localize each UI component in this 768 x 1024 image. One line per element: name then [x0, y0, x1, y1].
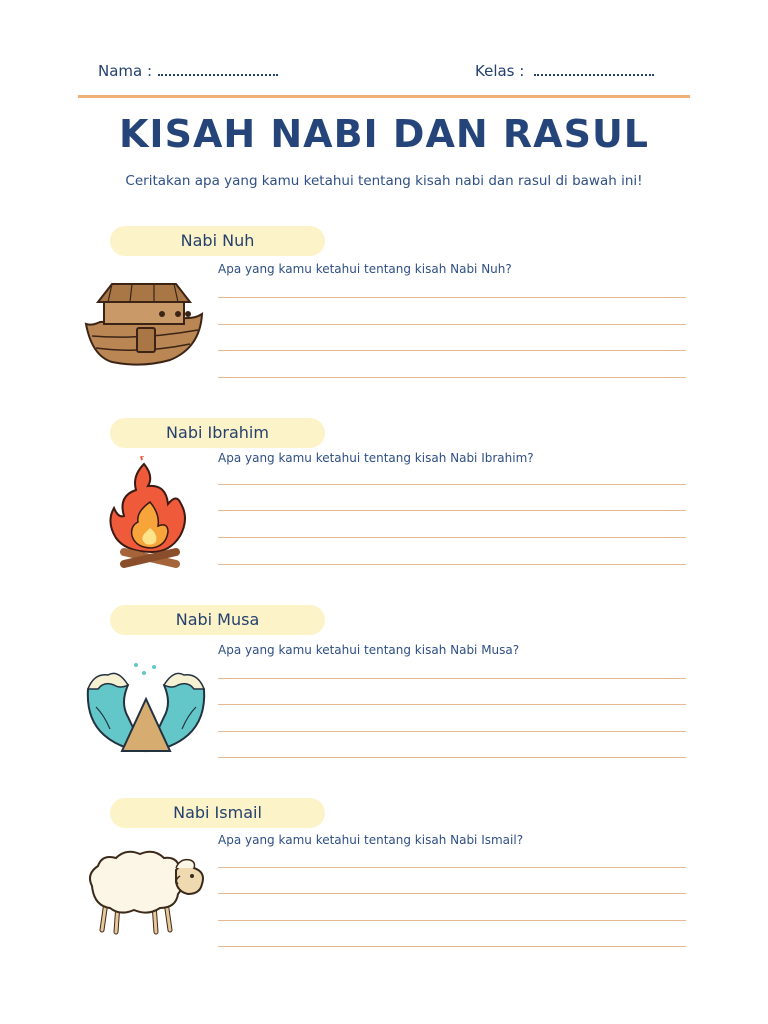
section-title: Nabi Ibrahim: [110, 418, 325, 448]
answer-line[interactable]: [218, 377, 686, 378]
answer-line[interactable]: [218, 510, 686, 511]
section-question: Apa yang kamu ketahui tentang kisah Nabi Ibrahim?: [218, 451, 534, 465]
parted-sea-icon: [84, 659, 208, 755]
section-title: Nabi Nuh: [110, 226, 325, 256]
section-title: Nabi Musa: [110, 605, 325, 635]
section-nabi-musa: [0, 605, 768, 785]
answer-line[interactable]: [218, 893, 686, 894]
section-question: Apa yang kamu ketahui tentang kisah Nabi Musa?: [218, 643, 520, 657]
answer-line[interactable]: [218, 678, 686, 679]
answer-line[interactable]: [218, 704, 686, 705]
section-nabi-nuh: [0, 226, 768, 406]
kelas-field: [475, 62, 654, 80]
ark-icon: [82, 278, 206, 368]
answer-line[interactable]: [218, 324, 686, 325]
sheep-icon: [84, 846, 208, 936]
section-title: Nabi Ismail: [110, 798, 325, 828]
page-subtitle: Ceritakan apa yang kamu ketahui tentang kisah nabi dan rasul di bawah ini!: [125, 173, 643, 189]
answer-line[interactable]: [218, 297, 686, 298]
section-question: Apa yang kamu ketahui tentang kisah Nabi Nuh?: [218, 262, 512, 276]
answer-line[interactable]: [218, 920, 686, 921]
answer-line[interactable]: [218, 537, 686, 538]
header-divider: [78, 95, 690, 98]
answer-line[interactable]: [218, 867, 686, 868]
answer-line[interactable]: [218, 484, 686, 485]
nama-blank[interactable]: [158, 62, 278, 76]
fire-icon: [96, 456, 206, 568]
answer-line[interactable]: [218, 946, 686, 947]
kelas-blank[interactable]: [534, 62, 654, 76]
answer-line[interactable]: [218, 350, 686, 351]
answer-line[interactable]: [218, 731, 686, 732]
nama-field: [98, 62, 278, 80]
section-nabi-ismail: [0, 798, 768, 978]
section-nabi-ibrahim: [0, 418, 768, 598]
answer-line[interactable]: [218, 757, 686, 758]
section-question: Apa yang kamu ketahui tentang kisah Nabi Ismail?: [218, 833, 524, 847]
nama-label: Nama :: [98, 62, 153, 80]
answer-line[interactable]: [218, 564, 686, 565]
kelas-label: Kelas :: [475, 62, 525, 80]
page-title: KISAH NABI DAN RASUL: [118, 112, 650, 156]
